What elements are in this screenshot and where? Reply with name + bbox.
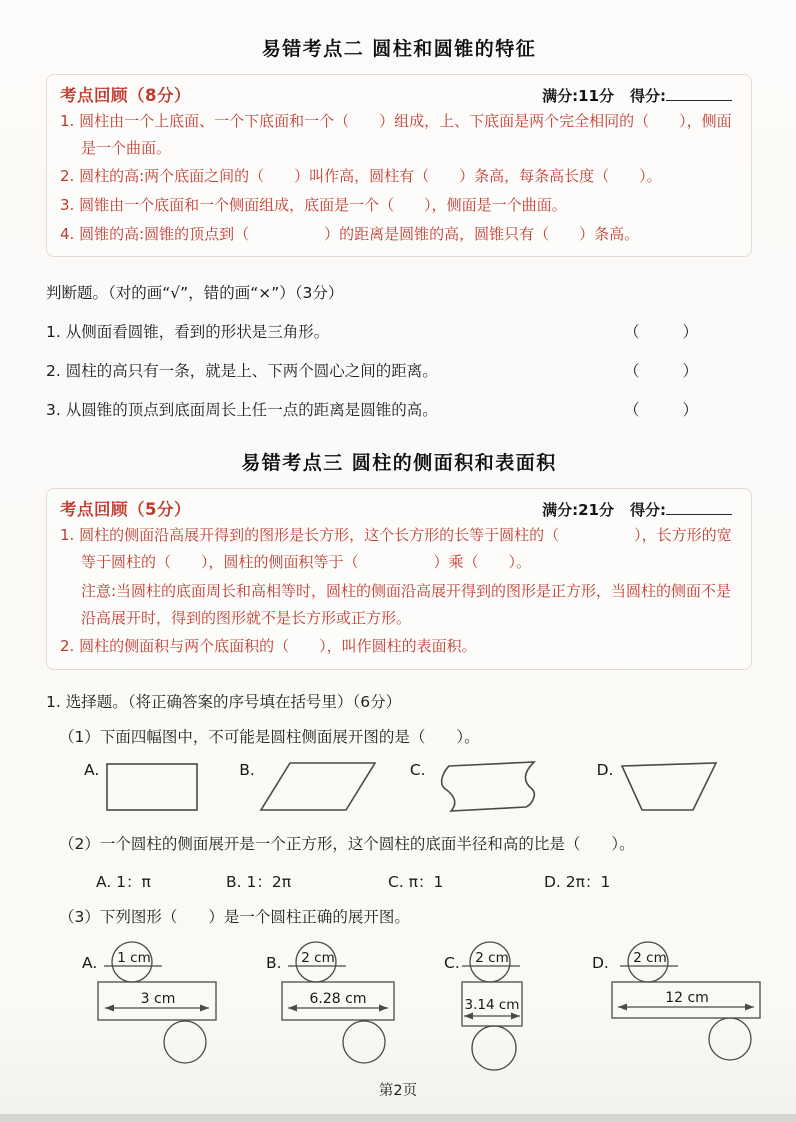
question-2-options bbox=[96, 870, 752, 892]
question-3-nets bbox=[80, 935, 752, 1073]
option-label: C. bbox=[444, 953, 460, 972]
review-header bbox=[60, 82, 738, 106]
cylinder-net-c bbox=[444, 935, 556, 1073]
review-header bbox=[60, 496, 738, 520]
judge-section-title: 判断题。（对的画“√”，错的画“×”）（3分） bbox=[46, 284, 344, 303]
option-label: C. bbox=[409, 760, 426, 779]
ratio-option: B. 1：2π bbox=[226, 872, 292, 891]
length-label: 3 cm bbox=[140, 990, 176, 1007]
option-label: A. bbox=[84, 760, 100, 779]
shape-option-c bbox=[410, 757, 551, 819]
question-1-text: （1）下面四幅图中，不可能是圆柱侧面展开图的是（ ）。 bbox=[59, 727, 480, 746]
cylinder-net-b bbox=[264, 935, 416, 1067]
length-label: 3.14 cm bbox=[464, 996, 520, 1013]
ratio-option: D. 2π：1 bbox=[544, 872, 611, 891]
shape-option-a bbox=[84, 757, 205, 817]
review-box-features bbox=[46, 74, 752, 257]
scan-edge bbox=[0, 1114, 796, 1122]
review-item: 3. 圆锥由一个底面和一个侧面组成，底面是一个（ ），侧面是一个曲面。 bbox=[60, 196, 567, 215]
ratio-option: C. π：1 bbox=[388, 872, 444, 891]
judge-item-text: 3. 从圆锥的顶点到底面周长上任一点的距离是圆锥的高。 bbox=[46, 401, 438, 420]
cylinder-net-diagram bbox=[80, 935, 238, 1067]
option-label: B. bbox=[239, 760, 255, 779]
score-line bbox=[542, 85, 738, 106]
length-label: 12 cm bbox=[665, 989, 709, 1006]
shape-option-d bbox=[597, 757, 723, 817]
review-item: 4. 圆锥的高:圆锥的顶点到（ ）的距离是圆锥的高，圆锥只有（ ）条高。 bbox=[60, 224, 640, 243]
section-title-cylinder-cone-features: 易错考点二 圆柱和圆锥的特征 bbox=[261, 38, 537, 60]
option-label: A. bbox=[82, 953, 98, 972]
score-label: 得分: bbox=[630, 87, 666, 105]
score-blank bbox=[666, 502, 732, 515]
ratio-option: A. 1：π bbox=[96, 872, 151, 891]
cylinder-net-d bbox=[590, 935, 776, 1065]
judge-item bbox=[46, 398, 752, 420]
judge-item bbox=[46, 359, 752, 381]
diameter-label: 2 cm bbox=[301, 949, 335, 966]
trapezoid-shape bbox=[616, 757, 722, 817]
judge-item bbox=[46, 320, 752, 342]
review-note: 注意:当圆柱的底面周长和高相等时，圆柱的侧面沿高展开得到的图形是正方形，当圆柱的侧面不是沿高展开时，得到的图形就不是长方形或正方形。 bbox=[81, 581, 732, 627]
review-item: 2. 圆柱的高:两个底面之间的（ ）叫作高，圆柱有（ ）条高，每条高长度（ ）。 bbox=[60, 167, 662, 186]
diameter-label: 1 cm bbox=[117, 949, 151, 966]
review-item: 2. 圆柱的侧面积与两个底面积的（ ），叫作圆柱的表面积。 bbox=[60, 637, 477, 656]
length-label: 6.28 cm bbox=[309, 990, 367, 1007]
review-box-surface-area bbox=[46, 488, 752, 669]
full-score-label: 满分:21分 bbox=[542, 501, 614, 520]
question-1-shapes bbox=[84, 757, 752, 819]
section-title-lateral-surface-area: 易错考点三 圆柱的侧面积和表面积 bbox=[241, 452, 557, 475]
answer-parentheses: （ ） bbox=[623, 362, 702, 381]
score-blank bbox=[666, 88, 732, 101]
review-item: 1. 圆柱由一个上底面、一个下底面和一个（ ）组成，上、下底面是两个完全相同的（ ），侧面是一个曲面。 bbox=[60, 112, 732, 157]
wavy-quad-shape bbox=[429, 757, 551, 819]
diameter-label: 2 cm bbox=[475, 949, 509, 966]
score-line bbox=[542, 499, 738, 520]
diameter-label: 2 cm bbox=[633, 949, 667, 966]
answer-parentheses: （ ） bbox=[623, 401, 702, 420]
multiple-choice-title: 1. 选择题。（将正确答案的序号填在括号里）（6分） bbox=[46, 692, 402, 711]
answer-parentheses: （ ） bbox=[623, 323, 702, 342]
review-heading: 考点回顾（8分） bbox=[60, 86, 191, 105]
review-heading: 考点回顾（5分） bbox=[60, 500, 191, 520]
option-label: B. bbox=[266, 953, 282, 972]
cylinder-net-diagram bbox=[590, 935, 776, 1065]
judge-item-text: 1. 从侧面看圆锥，看到的形状是三角形。 bbox=[46, 323, 330, 342]
option-label: D. bbox=[596, 760, 614, 779]
question-3-text: （3）下列图形（ ）是一个圆柱正确的展开图。 bbox=[59, 907, 410, 926]
shape-option-b bbox=[239, 757, 380, 817]
cylinder-net-a bbox=[80, 935, 238, 1067]
judge-item-text: 2. 圆柱的高只有一条，就是上、下两个圆心之间的距离。 bbox=[46, 362, 438, 381]
full-score-label: 满分:11分 bbox=[542, 87, 614, 105]
page-number: 第2页 bbox=[378, 1083, 418, 1099]
cylinder-net-diagram bbox=[264, 935, 416, 1067]
parallelogram-shape bbox=[258, 757, 380, 817]
question-2-text: （2）一个圆柱的侧面展开是一个正方形，这个圆柱的底面半径和高的比是（ ）。 bbox=[59, 834, 635, 853]
score-label: 得分: bbox=[630, 501, 666, 520]
review-item: 1. 圆柱的侧面沿高展开得到的图形是长方形，这个长方形的长等于圆柱的（ ），长方形的宽等于圆柱的（ ），圆柱的侧面积等于（ ）乘（ ）。 bbox=[60, 526, 732, 572]
option-label: D. bbox=[592, 953, 609, 972]
rectangle-shape bbox=[102, 757, 205, 817]
cylinder-net-diagram bbox=[444, 935, 556, 1073]
